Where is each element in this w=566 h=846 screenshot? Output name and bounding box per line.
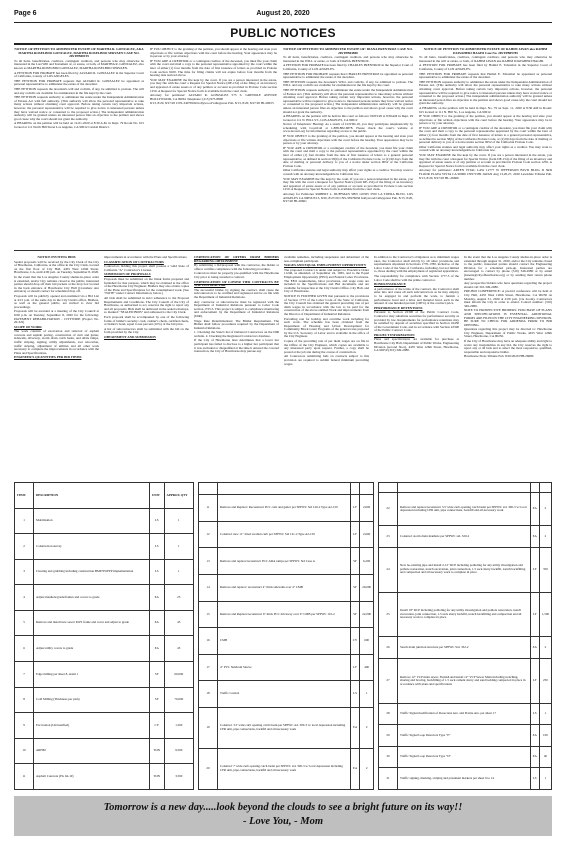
table-row [379, 658, 552, 703]
table-cell: SF [149, 687, 164, 713]
table-cell: Traffic Control [218, 681, 351, 708]
table-cell: SF [149, 662, 164, 688]
notice-paragraph: IF YOU ARE A CREDITOR or a contingent creditor of the decedent, you must file your claim with the court and mail a copy to the personal representative appointed by the court within the later of either (1) four months from the date of first issuance of letters to a general personal representative, as defined in section 58(b) of the California Probate Code, or (2) 60 days from the date of mailing or personal delivery to you of a notice under section 9052 of the California Probate Code. [419, 125, 552, 145]
table-row [15, 738, 194, 764]
bid-notice-paragraph: All bids shall be submitted in strict adherence to the Proposal Requirements and Conditions. The City Council of the City of Hawthorne, as authorized to act, reserves the right to reject any and all proposals. Bids shall be delivered in the sealed envelope, so marked: "SEALED BIDS" and addressed to the City Clerk. [104, 295, 189, 315]
bid-notice-paragraph: The work consists of excavation and removal of asphalt concrete and asphalt paving, construction of curb and gutter, sidewalk, driveway, storm drain catch basin, and ADA ramps, traffic striping, signing, utility adjustments, root relocation, traffic striping, adjustment of utilities and all other work necessary to complete the improvements in accordance with the Plans and Specifications. [14, 329, 99, 355]
table-cell: 3 [15, 559, 34, 585]
message-banner [14, 796, 552, 836]
table-row [379, 547, 552, 592]
table-cell: 1 [539, 768, 551, 790]
table-cell: 26 [379, 637, 398, 659]
notice-paragraph: YOU MAY EXAMINE the file kept by the court. If you are a person interested in the estate, you may file with the court a Request for Special Notice (form DE-154) of the filing of an inventory and appraisal of estate assets or of any petition or account as provided in Probate Code section 1250. A Request for Special Notice form is available from the court clerk. [419, 153, 552, 168]
notice-column-gonzalez [14, 48, 144, 243]
bid-notice-paragraph: BONDS/INSURANCE [374, 282, 406, 287]
table-cell: Remove and replace/reconstruct PCC ADA ramps per SPPWC Std Case A [218, 548, 351, 575]
table-cell: 250 [539, 658, 551, 703]
table-cell: 30 [379, 746, 398, 768]
table-row [199, 681, 374, 708]
table-cell: 1,500 [539, 592, 551, 637]
bid-notice-paragraph: The successful bidder, by signing the contract, shall cause the subcontractors to be certified and registered and be on file with the Department of Industrial Relations. [194, 287, 279, 299]
table-cell: LF [530, 592, 539, 637]
table-cell: 28 [379, 703, 398, 725]
table-cell: 2 [360, 748, 374, 789]
table-cell: 12 [199, 521, 218, 548]
notice-paragraph: Other California statutes and legal authority may affect your rights as a creditor. You may want to consult with an attorney knowledgeable in California law. [419, 144, 552, 153]
bid-notice-paragraph: CERTIFICATION OF LOWER TIER CONTRACTS BY THE CONTRACTOR [194, 279, 279, 288]
table-cell: 24 [379, 547, 398, 592]
table-cell: 10 [15, 738, 34, 764]
table-cell: Excavation (Unclassified) [34, 713, 150, 739]
table-cell: 23 [379, 526, 398, 548]
table-cell: 100 [539, 725, 551, 747]
section-title: PUBLIC NOTICES [14, 22, 552, 45]
table-row [379, 526, 552, 548]
table-cell: LF [350, 495, 359, 522]
table-cell: 6 [15, 636, 34, 662]
table-row [15, 534, 194, 560]
notice-paragraph: THE PETITION FOR PROBATE requests that CHARLES PRENTROZ be appointed as personal representative to administer the estate of the decedent. [283, 71, 413, 80]
table-cell: Remove and install new sewer M.H. frame and cover and adjust to grade [34, 610, 150, 636]
issue-date: August 20, 2020 [256, 10, 310, 17]
notice-paragraph: A HEARING on the petition will be held in Dept. No. 79 on Sept. 11, 2020 at 8:30 AM in Room: 615 located at 111 N. Hill St., Los Angeles, CA 90012. [419, 105, 552, 114]
table-header-cell: ITEM [15, 483, 34, 509]
section-divider [14, 250, 552, 251]
table-cell: 1 [164, 534, 193, 560]
table-cell: 23 [164, 585, 193, 611]
table-cell: SF [350, 548, 359, 575]
table-row [379, 703, 552, 725]
table-cell: EA [350, 708, 359, 749]
notice-paragraph: Attorney for Petitioner ROBERT L. DUFFMAN SBN 110305 3550 LA TIJERA BLVD. LOS ANGELES CA 90056 8/13, 8/20, 8/27/20 CNS-3397663# hollywood/valleypress Pub. 8/13, 8/20, 8/27/20 HI-26661 [283, 191, 413, 204]
table-cell: 1 [15, 508, 34, 534]
table-header-cell [199, 483, 218, 495]
notice-paragraph: Other California statutes and legal authority may affect your rights as a creditor. You may want to consult with an attorney knowledgeable in California law. [283, 168, 413, 176]
table-row [199, 601, 374, 628]
bid-notice-paragraph: PROJECT INFORMATION [374, 332, 415, 337]
bid-notice-paragraph: A performance of the terms of the contract, the Contractor shall enter into and cause all such subcontractors as he may employ to be engaged in and perform the work, to furnish a performance bond and a labor and material bond, each in the amount of one hundred percent (100%) of the contract price. [374, 286, 459, 306]
table-cell: 9 [15, 713, 34, 739]
bid-notice-paragraph: The responsibility for compliance with Section 1777.5 of the Labor Code shall be with the prime contractor. [374, 273, 459, 282]
table-cell: Clearing and grubbing including construction BMP/SWPPP implementation [34, 559, 150, 585]
bid-notice-paragraph: Plans and specifications are available for purchase at Hawthorne City Hall, Department of Public Works, Engineering Division (second floor), 4455 West 126th Street, Hawthorne, CA 90250 (310) 349-2980. [374, 337, 459, 353]
notice-paragraph: IF YOU ARE A CREDITOR or a contingent creditor of the decedent, you must file your claim with the court and mail a copy to the personal representative appointed by the court within the later of either (1) four months from the date of first issuance of letters to a general personal representative, as defined in section 58(b) of the California Probate Code, or (2) 60 days from the date of mailing or personal delivery to you of a notice under section 9052 of the California Probate Code. [283, 145, 413, 168]
table-cell: 40 [539, 746, 551, 768]
table-header-cell [398, 483, 531, 493]
table-cell: Construction survey [34, 534, 150, 560]
table-cell: 1 [360, 681, 374, 708]
bid-notice-paragraph: A list of subcontractors shall be submitted with the bid on the form provided by the City. [104, 326, 189, 335]
table-cell: EA [149, 636, 164, 662]
table-row [15, 585, 194, 611]
table-cell: 5 [15, 610, 34, 636]
table-cell: Construct new 11" dried swallen curb per SPPWC Std 121-2 Type A2-150 [218, 521, 351, 548]
table-cell: EA [530, 746, 539, 768]
notice-paragraph: A PETITION FOR PROBATE has been filed by CHARLES PRENTROZ in the Superior Court of California, County of LOS ANGELES. [283, 63, 413, 71]
table-cell: LS [350, 681, 359, 708]
bid-notice-paragraph: SUBMISSION OF PROPOSALS [104, 272, 151, 277]
notice-column-prentroz [283, 48, 413, 243]
table-cell: Construct storm drain manhole per SPPWC std. 320-2 [398, 526, 531, 548]
table-header-cell [360, 483, 374, 495]
table-cell: Construct 3.5' wide curb opening catch basin per SPPWC std. 300-3 w/ local depression including CPR unit, pipe connections, backfill and all necessary work [218, 708, 351, 749]
table-cell: 3,500 [164, 764, 193, 790]
table-cell: Adjust manhole/grade/frames and covers to grade [34, 585, 150, 611]
table-cell: Traffic Signal modification of Rosecrans Ave. and Prairie Ave. per sheet 17 [398, 703, 531, 725]
table-row [15, 508, 194, 534]
banner-signature: - Love You, - Mom [242, 816, 323, 827]
table-cell: 45 [164, 636, 193, 662]
bid-items-table-middle [198, 482, 374, 790]
notice-paragraph: IF YOU ARE A CREDITOR or a contingent creditor of the deceased, you must file your claim with the court and mail a copy to the personal representative appointed by the court within the later of either (1) four months from the date of first issuance of letters as provided in Probate Code section 9100. The time for filing claims will not expire before four months from the hearing date noticed above. [150, 58, 277, 78]
table-cell: 350 [539, 547, 551, 592]
table-cell: 2 [360, 708, 374, 749]
notice-paragraph: NOTICE OF PETITION TO ADMINISTER ESTATE OF: DIANA PRENTROZ CASE NO. 20STPB04800 [283, 48, 413, 55]
table-cell: LS [530, 703, 539, 725]
table-header-cell: APPROX QTY [164, 483, 193, 509]
table-cell: CMB [218, 628, 351, 655]
table-cell: EA [530, 637, 539, 659]
bid-notice-paragraph: ENGINEER'S QUANTITIES PER BID ITEMS [14, 355, 82, 360]
bid-notice-paragraph: improvements in accordance with the Plans and Specifications. [104, 256, 188, 259]
table-cell: 11 [199, 495, 218, 522]
table-cell: Remove and replace/ reconstruct 4" thick sidewalk over 4" CMB [218, 575, 351, 602]
table-cell: 27 [379, 658, 398, 703]
table-cell: Edge milling per sheet 8, detail 1 [34, 662, 150, 688]
table-cell: 17 [199, 654, 218, 681]
table-cell: 1,500 [164, 713, 193, 739]
notice-paragraph: THE PETITION requests the decedent's WILL and codicils, if any, be admitted to probate. The WILL and any codicils are available for examination in the file kept by the court. [283, 79, 413, 88]
bid-notice-paragraph: NOTICE IS FURTHER GIVEN that pursuant to the provisions of Section 1773 of the Labor Code of the State of California, the City Council has obtained the general prevailing rate of per diem wages in accordance with the law to be paid for the construction of the above entitled Work and improvements from the Director of Department of Industrial Relations. [284, 293, 369, 316]
table-row [199, 708, 374, 749]
table-row [199, 575, 374, 602]
bid-notice-paragraph: Sealed proposals will be received by the City Clerk of the City of Hawthorne, California, at the office in the City Clerk, located on the first floor of City Hall, 4455 West 126th Street, Hawthorne, CA, until 4:00 p.m. on Tuesday, September 8, 2020. [14, 259, 99, 275]
notice-paragraph: NOTICE OF PETITION TO ADMINISTER ESTATE OF RAHIM JAVAN aka RAHIM DJAVAHERI HAGHI Case No. 20STPB05785 [423, 48, 548, 55]
table-header-cell: DESCRIPTION [34, 483, 150, 509]
table-cell: Traffic signing, marking, striping and pavement markers per sheet 9 to 14 [398, 768, 531, 790]
bid-notice-paragraph: In the event that the Los Angeles County shelter-in-place order is extended through August 31, 2020, and/or the City remains closed to the public, interested parties should contact the Engineering Division for a scheduled pick-up. Interested parties are encouraged to contact by phone (310) 349-2980 or by email (ksaenz@cityofhawthorne.org) or by sending their return phone number. [464, 256, 552, 281]
table-cell: 8 [15, 687, 34, 713]
table-cell: LF [530, 547, 539, 592]
table-row [15, 559, 194, 585]
notice-paragraph: THE PETITION requests the decedent's will and codicils, if any, be admitted to probate. The will and any codicils are available for examination in the file kept by the court. [14, 86, 144, 95]
table-cell: Remove and Replace/ Reconstruct PCC curb and gutter per SPPWC Std 120-2 Type A2-150 [218, 495, 351, 522]
bid-notice-paragraph: CERTIFICATION OF OFFERS FROM BIDDERS REGARDING OBTAINMENT [194, 256, 279, 263]
notice-paragraph: IF YOU OBJECT to the granting of the petition, you should appear at the hearing and state your objections or file written objections with the court before the hearing. Your appearance may be in person or by your attorney. [150, 48, 277, 59]
notice-paragraph: THE PETITION requests authority to administer the estate under the Independent Administration of Estates Act. (This authority will allow the personal representative to take many actions without obtaining court approval. Before taking certain very important actions, however, the personal representative will be required to give notice to interested persons unless they have waived notice or consented to the proposed action.) The independent administration authority will be granted unless an interested person files an objection to the petition and shows good cause why the court should not grant the authority. [419, 79, 552, 106]
bid-notice-paragraph: Wage Rate Determinations: The Bidder Requirement. The Bidder shall follow procedures required by the Department of Industrial Relations. [194, 318, 279, 330]
notice-paragraph: THE PETITION requests authority to administer the estate under the Independent Administration of Estates Act with full authority. (This authority will allow the personal representative to take many actions without obtaining court approval. Before taking certain very important actions, however, the personal representative will be required to give notice to interested persons unless they have waived notice or consented to the proposed action.) The independent administration authority will be granted unless an interested person files an objection to the petition and shows good cause why the court should not grant the authority. [14, 95, 144, 121]
table-cell: 60,000 [164, 662, 193, 688]
table-header-cell [530, 483, 539, 493]
notice-column-javan [419, 48, 552, 243]
table-cell: 11 [15, 764, 34, 790]
table-cell: 2 [539, 526, 551, 548]
notice-paragraph: 8/13, 8/20, 8/27/20 CNS-3407816# hollywood/valleypress Pub. 8/13, 8/20, 8/27/20 HI-26655 [150, 101, 274, 106]
bid-notice-paragraph: In the event that the Los Angeles County shelter-in-place order is extended, and/or City remains closed to the public, interested parties should drop off their bid packets at the drop box located in the back entrance of Hawthorne City Hall (Crenshaw Ave entrance) or should contact for scheduled drop off. [14, 274, 99, 294]
notice-paragraph: A HEARING on the petition will be held on 12-01-2020 at 8:30 A.M. in Dept. 79 Room No. 615 located at 111 North Hill Street Los Angeles, CA 90012 Central District. [14, 121, 144, 129]
bid-notice-paragraph: PRE-BID CONFERENCE: A pre-bid conference will be held at City Hall, 4455 West 126th Street, Hawthorne, CA 90250 on Monday, August 31, 2020 at 2:00 p.m. (via Zoom). Contractors must inform the City in order to attend. Contact number: (310) 349-2980. [464, 289, 552, 308]
bid-notice-paragraph: Questions regarding this project may be directed to: Hawthorne City Engineer, Department of Public Works, 4455 West 126th Street, Hawthorne, CA 90250. [464, 327, 552, 339]
table-cell: 4" PVC Subdrain Sleeve [218, 654, 351, 681]
table-cell: 70,000 [164, 687, 193, 713]
bid-notice-paragraph: If the City of Hawthorne later determines that a lower tier participant has failed to disclose to a higher tier participant that it was excluded or disqualified at the time it entered the covered transaction, the City of Hawthorne may pursue any [194, 338, 279, 354]
table-row [379, 725, 552, 747]
bid-notice-paragraph: 1. Checking the State's list of Debarred Contractors on the DIR website. 2. Checking the Registered Contractors database. [194, 330, 279, 338]
bid-notice-column-6 [464, 256, 552, 478]
table-cell: Adjust utility covers to grade [34, 636, 150, 662]
notice-paragraph: A PETITION FOR PROBATE has been filed by Hamid E. Tabatabai in the Superior Court of California, County of LOS ANGELES. [419, 63, 552, 71]
table-row [379, 492, 552, 525]
bid-notice-paragraph: Any prospective bidders who have questions regarding the project should call 310-349-2980. [464, 281, 552, 289]
table-cell: 400 [360, 654, 374, 681]
table-row [379, 746, 552, 768]
notice-paragraph: YOU MAY EXAMINE the file kept by the court. If you are a person interested in the estate, you may file with the court a Request for Special Notice (DE-154) of the filing of an inventory and appraisal of estate assets or of any petition or account as provided in Probate Code section 1250. A Request for Special Notice form is available from the court clerk. [150, 77, 277, 93]
table-cell: CY [350, 628, 359, 655]
table-row [199, 521, 374, 548]
table-cell: Remove and replace/reconstruct 3.5' wide curb opening catch basin per SPPWC std. 300-3 w/ local depression including CPR unit, pipe connections, backfill and all necessary work [398, 492, 531, 525]
bid-notice-paragraph: NOTICE INVITING BIDS [37, 256, 76, 259]
table-cell: 2 [539, 492, 551, 525]
table-cell: Asphalt Concrete (PG 64-10) [34, 764, 150, 790]
table-cell: LF [350, 654, 359, 681]
bid-notice-paragraph: NOTE TO PROSPECTIVE BIDDERS: PURCHASE OF PLANS AND SPECIFICATIONS IS ESSENTIAL. ADDITIONAL FORMS ARE FILED IN THE CITY ENGINEERING DIVISION. BE SURE TO CHECK FOR ADDENDA PRIOR TO BID OPENING. [464, 308, 552, 327]
table-cell: SF [350, 575, 359, 602]
bid-notice-column-3 [194, 256, 279, 478]
notice-paragraph: THE PETITION requests authority to administer the estate under the Independent Administration of Estates Act. (This authority will allow the personal representative to take many actions without obtaining court approval. Before taking certain very important actions, however, the personal representative will be required to give notice to interested persons unless they have waived notice or consented to the proposed action.) The independent administration authority will be granted unless an interested person files an objection to the petition and shows good cause why the court should not grant the authority. [283, 87, 413, 114]
table-cell: 2 [15, 534, 34, 560]
bid-notice-paragraph: WAGES AND EQUAL EMPLOYMENT OPPORTUNITY [284, 263, 367, 268]
bid-notice-paragraph: Proposals will be publicly opened and examined via a Bid List at 4:15 p.m. of the same day in the City Clerk's office. Bidders, as well as the general public, are invited to view bid proceedings. [14, 293, 99, 309]
table-row [199, 654, 374, 681]
bid-items-table-right [378, 482, 552, 790]
bid-notice-paragraph: By submitting a bid/proposal with the contractor, the bidder or offeror certifies compliance with the following procedure. [194, 263, 279, 271]
table-cell: EA [350, 748, 359, 789]
table-cell: 2 [539, 637, 551, 659]
table-cell: 29 [379, 725, 398, 747]
table-cell: CY [149, 713, 164, 739]
table-cell: 16 [199, 628, 218, 655]
table-cell: 22,000 [360, 601, 374, 628]
table-cell: Traffic Signal Loop Detectors Type "E" [398, 725, 531, 747]
table-cell: EA [530, 526, 539, 548]
bid-notice-paragraph: Proposals will be awarded at a meeting of the City Council at 6:00 p.m. on Tuesday, September 8, 2020 for the following: PAVEMENT REHABILITATION - CITYWIDE (Project No. 20-XX) [14, 309, 99, 325]
bid-notice-paragraph: Any contractor or subcontractor must be registered with the Department of Industrial Relations pursuant to Labor Code section 1725.5. This project is subject to compliance monitoring and enforcement by the Department of Industrial Relations (DIR). [194, 299, 279, 318]
page-header [14, 10, 552, 22]
table-cell: EA [530, 725, 539, 747]
table-cell: LS [530, 768, 539, 790]
table-cell: 7 [15, 662, 34, 688]
bid-notice-paragraph: Proposals must be submitted on the blank forms prepared and furnished for that purpose, which may be obtained at the office of the Hawthorne City Engineer. Bidders may also obtain copies of the Plans and Specifications for the contemplated work. (See "NOTE" under Contact Information, below.) [104, 276, 189, 296]
notice-paragraph: IF YOU OBJECT to the granting of the petition, you should appear at the hearing and state your objections or file written objections with the court before the hearing. Your appearance may be in person or by your attorney. [419, 114, 552, 126]
table-cell: 25 [379, 592, 398, 637]
table-cell: 13 [199, 548, 218, 575]
bid-notice-paragraph: If the City of Hawthorne may have an adequate ability and right to waive any irregularities in any bid, the City reserves the right to reject any or all bids and to select the most responsive, qualified, responsible and responsive bidder. [464, 339, 552, 354]
table-cell: 22 [379, 492, 398, 525]
table-header-cell [539, 483, 551, 493]
notice-paragraph: YOU MAY EXAMINE the file kept by the court. If you are a person interested in the estate, you may file with the court a Request for Special Notice (form DE-154) of the filing of an inventory and appraisal of estate assets or of any petition or account as provided in Probate Code section 1250. A Request for Special Notice form is available from the court clerk. [283, 176, 413, 192]
table-cell: 2,600 [360, 521, 374, 548]
table-cell: LF [350, 521, 359, 548]
table-cell: 19 [199, 708, 218, 749]
bid-notice-paragraph: In addition to the Contractor's obligations as to minimum wages rates, the Contractor shall strictly by all other provisions and requirements stipulated in Sections 1770-1780, inclusive, of the Labor Code of the State of California, including, but not limited to, those dealing with the employment of registered apprentices. [374, 256, 459, 274]
notice-paragraph: Attorney for petitioner: ARTEN VITAL LAW 12777 W JEFFERSON BLVD BLDG D 3RD FLOOR PLAYA VISTA CA 90066 CN971589 JAVAN Aug 13,20,27, 2020 Lawndale Tribune Pub. 8/13, 8/20, 8/27/20 HL-26666 [419, 168, 552, 180]
table-header-cell [379, 483, 398, 493]
table-row [15, 764, 194, 790]
table-cell: EA [149, 610, 164, 636]
bid-notice-column-2 [104, 256, 189, 478]
table-cell: EA [149, 585, 164, 611]
table-row [15, 610, 194, 636]
table-cell: 20 [199, 748, 218, 789]
table-cell: SF [350, 601, 359, 628]
notice-column-gonzalez-cont [150, 48, 277, 243]
bid-notice-paragraph: Prevailing rate for holiday and overtime work including for such work. The schedule has been obtained from the Department of Housing and Urban Development for Community Block Grant Programs of the general rates prepared by the U.S. Secretary of Labor and is available in the office of the City Engineer. [284, 316, 369, 339]
table-cell: LF [530, 658, 539, 703]
notice-paragraph: NOTICE OF PETITION TO ADMINISTER ESTATE OF MARTHA R. GONZALEZ, AKA MARTHA ROSELBDO GONZALEZ, MARTHA ROSELBDO SERVAEN CASE NO. 20STPB00195 [14, 48, 144, 59]
table-row [199, 495, 374, 522]
table-cell: 18 [199, 681, 218, 708]
notice-paragraph: To all heirs, beneficiaries, creditors, contingent creditors, and persons who may otherwise be interested in the WILL or estate, or both of DIANA PRENTROZ. [283, 55, 413, 63]
table-cell: New no-existing pipe and install 2-12" RCP including potholing for any utility investigation and pothole restoration, trench excavation, joint connection, 1.5 sack slurry backfill, trench backfilling and compaction and all necessary work to complete in place [398, 547, 531, 592]
table-cell: 31 [379, 768, 398, 790]
table-cell: TON [149, 738, 164, 764]
table-row [379, 637, 552, 659]
notice-paragraph: THE PETITION FOR PROBATE requests that Hamid E. Tabatabai be appointed as personal representative to administer the estate of the decedent. [419, 71, 552, 80]
table-cell: Construct 7' wide curb opening catch basin per SPPWC std. 300-3 w/ local depression including CPR unit, pipe connections, backfill and all necessary work [218, 748, 351, 789]
table-cell: 2,600 [360, 495, 374, 522]
bid-notice-column-5 [374, 256, 459, 478]
table-cell: ARHM [34, 738, 150, 764]
table-cell: LS [149, 508, 164, 534]
notice-paragraph: Attorney for petitioner: ALVARO R. GONZALEZ 575 S. GRENDLE AVENUE HOLLYWOOD, CA 90061 Telephone: (213) 975-8800 [150, 93, 277, 101]
bid-notice-paragraph: All Contractors submitting bids on contracts subject to this provision are required to submit federal minimum prevailing wages. [284, 354, 369, 366]
bid-notice-paragraph: Copies of the prevailing rate of per diem wages are on file in the Office of the City Engineer, which copies are available to any interested party upon request. Further, a copy shall be posted at the job site during the course of construction. [284, 339, 369, 354]
table-cell: 29,000 [360, 575, 374, 602]
bid-notice-paragraph: SCOPE OF WORK [14, 324, 42, 329]
table-header-cell [350, 483, 359, 495]
bid-notice-paragraph: PERFORMANCE RETENTIONS [374, 305, 423, 310]
bid-notice-paragraph: Pursuant to Section 22300 of the Public Contract Code, Contractor may substitute securities for performance security as provided by law. Requirements for performance retentions may be satisfied by deposit of securities specified in Section 16430 of the Government Code, and in accordance with Section 22300 of the Public Contract Code. [374, 310, 459, 333]
notice-paragraph: To all heirs, beneficiaries, creditors, contingent creditors, and persons who may otherwise be interested in the will or estate, or both, of RAHIM JAVAN aka RAHIM DJAVAHERI HAGHI. [419, 55, 552, 63]
table-header-cell: UNIT [149, 483, 164, 509]
bid-notice-paragraph: Hawthorne Press Tribune Pub. 8/20/2020 HH-26680 [464, 354, 534, 359]
table-cell: Remove and Replace/reconstruct 6" thick PCC driveway over 6" CMB per SPPWC 110-2 [218, 601, 351, 628]
table-cell: 9,500 [164, 738, 193, 764]
banner-message: Tomorrow is a new day.....look beyond the clouds to see a bright future on its way!! [103, 802, 463, 813]
bid-notice-column-4 [284, 256, 369, 478]
table-row [15, 713, 194, 739]
table-cell: Storm drain junction structure per SPPWC Std. 332-2 [398, 637, 531, 659]
table-cell: Traffic Signal Loop Detectors Type "D" [398, 746, 531, 768]
table-cell: 15 [199, 601, 218, 628]
notice-paragraph: A HEARING on the petition will be held in this court as follows: 09/03/20 at 8:30AM in Dept. 29 located at 111 N. HILL ST., LOS ANGELES, CA 90012 [283, 114, 413, 122]
bid-notice-paragraph: available remedies, including suspension and debarment of the non-compliant participant. [284, 256, 369, 263]
bid-notice-paragraph: OBTAINMENT AND SUBMISSION [104, 334, 156, 339]
bid-items-table-left [14, 482, 194, 790]
table-cell: 4 [15, 585, 34, 611]
table-cell: Cold Milling (Thickness per plan) [34, 687, 150, 713]
table-row [199, 548, 374, 575]
notice-paragraph: A PETITION FOR PROBATE has been filed by ALVARO R. GONZALEZ in the Superior Court of California, County of LOS ANGELES. [14, 70, 144, 79]
table-cell: 1 [164, 559, 193, 585]
notice-paragraph: THE PETITION FOR PROBATE requests that ALVARO R. GONZALEZ be appointed as personal representative to administer the estate of the decedent. [14, 78, 144, 87]
table-header-cell [218, 483, 351, 495]
page-number: Page 6 [14, 10, 37, 17]
bid-notice-paragraph: Contractors bidding this project shall possess a valid State of California "A" Contractor's License. [104, 264, 189, 272]
table-row [15, 662, 194, 688]
bid-notice-paragraph: Contractors must be properly pre-qualified with the Hawthorne City prior to being awarded a contract. [194, 271, 279, 279]
table-row [379, 592, 552, 637]
notice-paragraph: Notice of Telephonic Hearing: As a result of COVID-19, you may participate telephonically by scheduling with CourtCall at 1-888-882-6878. Please check the court's website at www.lacourt.org for information regarding access to the public. [283, 122, 413, 134]
table-cell: 600 [360, 628, 374, 655]
bid-notice-column-1 [14, 256, 99, 478]
table-cell: Install 18" RCP including potholing for any utility investigation and pothole restoration, trench excavation, joint connection, 1.5 sack slurry backfill, trench backfilling and compaction and all necessary work to complete in place [398, 592, 531, 637]
table-cell: 14 [199, 575, 218, 602]
table-cell: LS [149, 559, 164, 585]
table-row [199, 628, 374, 655]
table-row [199, 748, 374, 789]
bid-notice-paragraph: Each proposal shall be accompanied by one of the following forms of bidder's security: cash, cashier's check, certified check, or bidder's bond, equal to ten percent (10%) of the bid price. [104, 314, 189, 327]
bid-notice-paragraph: The proposed Contract is under and subject to Executive Order 11246, as amended, of September 24, 1965, and to the Equal Employment Opportunity (EEO) and Federal Labor Provisions. The EEO requirements, labor provisions, and wage rates are included in the Specifications and Bid documents and are available for inspection at the City Clerk's Office, City Hall, and City of Hawthorne. [284, 267, 369, 294]
bid-notice-paragraph: CLASSIFICATION OF CONTRACTORS [104, 259, 164, 264]
table-cell: TON [149, 764, 164, 790]
table-cell: 6,200 [360, 548, 374, 575]
table-cell: 1 [164, 508, 193, 534]
table-cell: LS [149, 534, 164, 560]
table-cell: 1 [539, 703, 551, 725]
notice-paragraph: To all heirs, beneficiaries, creditors, contingent creditors, and persons who may otherwise be interested in the Last Will and Testament of, or estate, or both, of MARTHA R. GONZALEZ, also known as MARTHA ROSELBDO GONZALEZ, MARTHA ROSELBDO SERVAEN. [14, 58, 144, 70]
table-row [15, 636, 194, 662]
table-row [379, 768, 552, 790]
table-cell: Remove 12" VCP main sewer, Furnish and install 12" VCP Sewer Main including trenching, shoring and bracing, backfilling of 1.5 sack cement slurry and sand bedding compacted in place in accordance with plans and specifications [398, 658, 531, 703]
table-cell: 45 [164, 610, 193, 636]
table-cell: EA [530, 492, 539, 525]
notice-paragraph: IF YOU OBJECT to the granting of the petition, you should appear at the hearing and state your objections or file written objections with the court before the hearing. Your appearance may be in person or by your attorney. [283, 134, 413, 146]
table-cell: Mobilization [34, 508, 150, 534]
table-row [15, 687, 194, 713]
